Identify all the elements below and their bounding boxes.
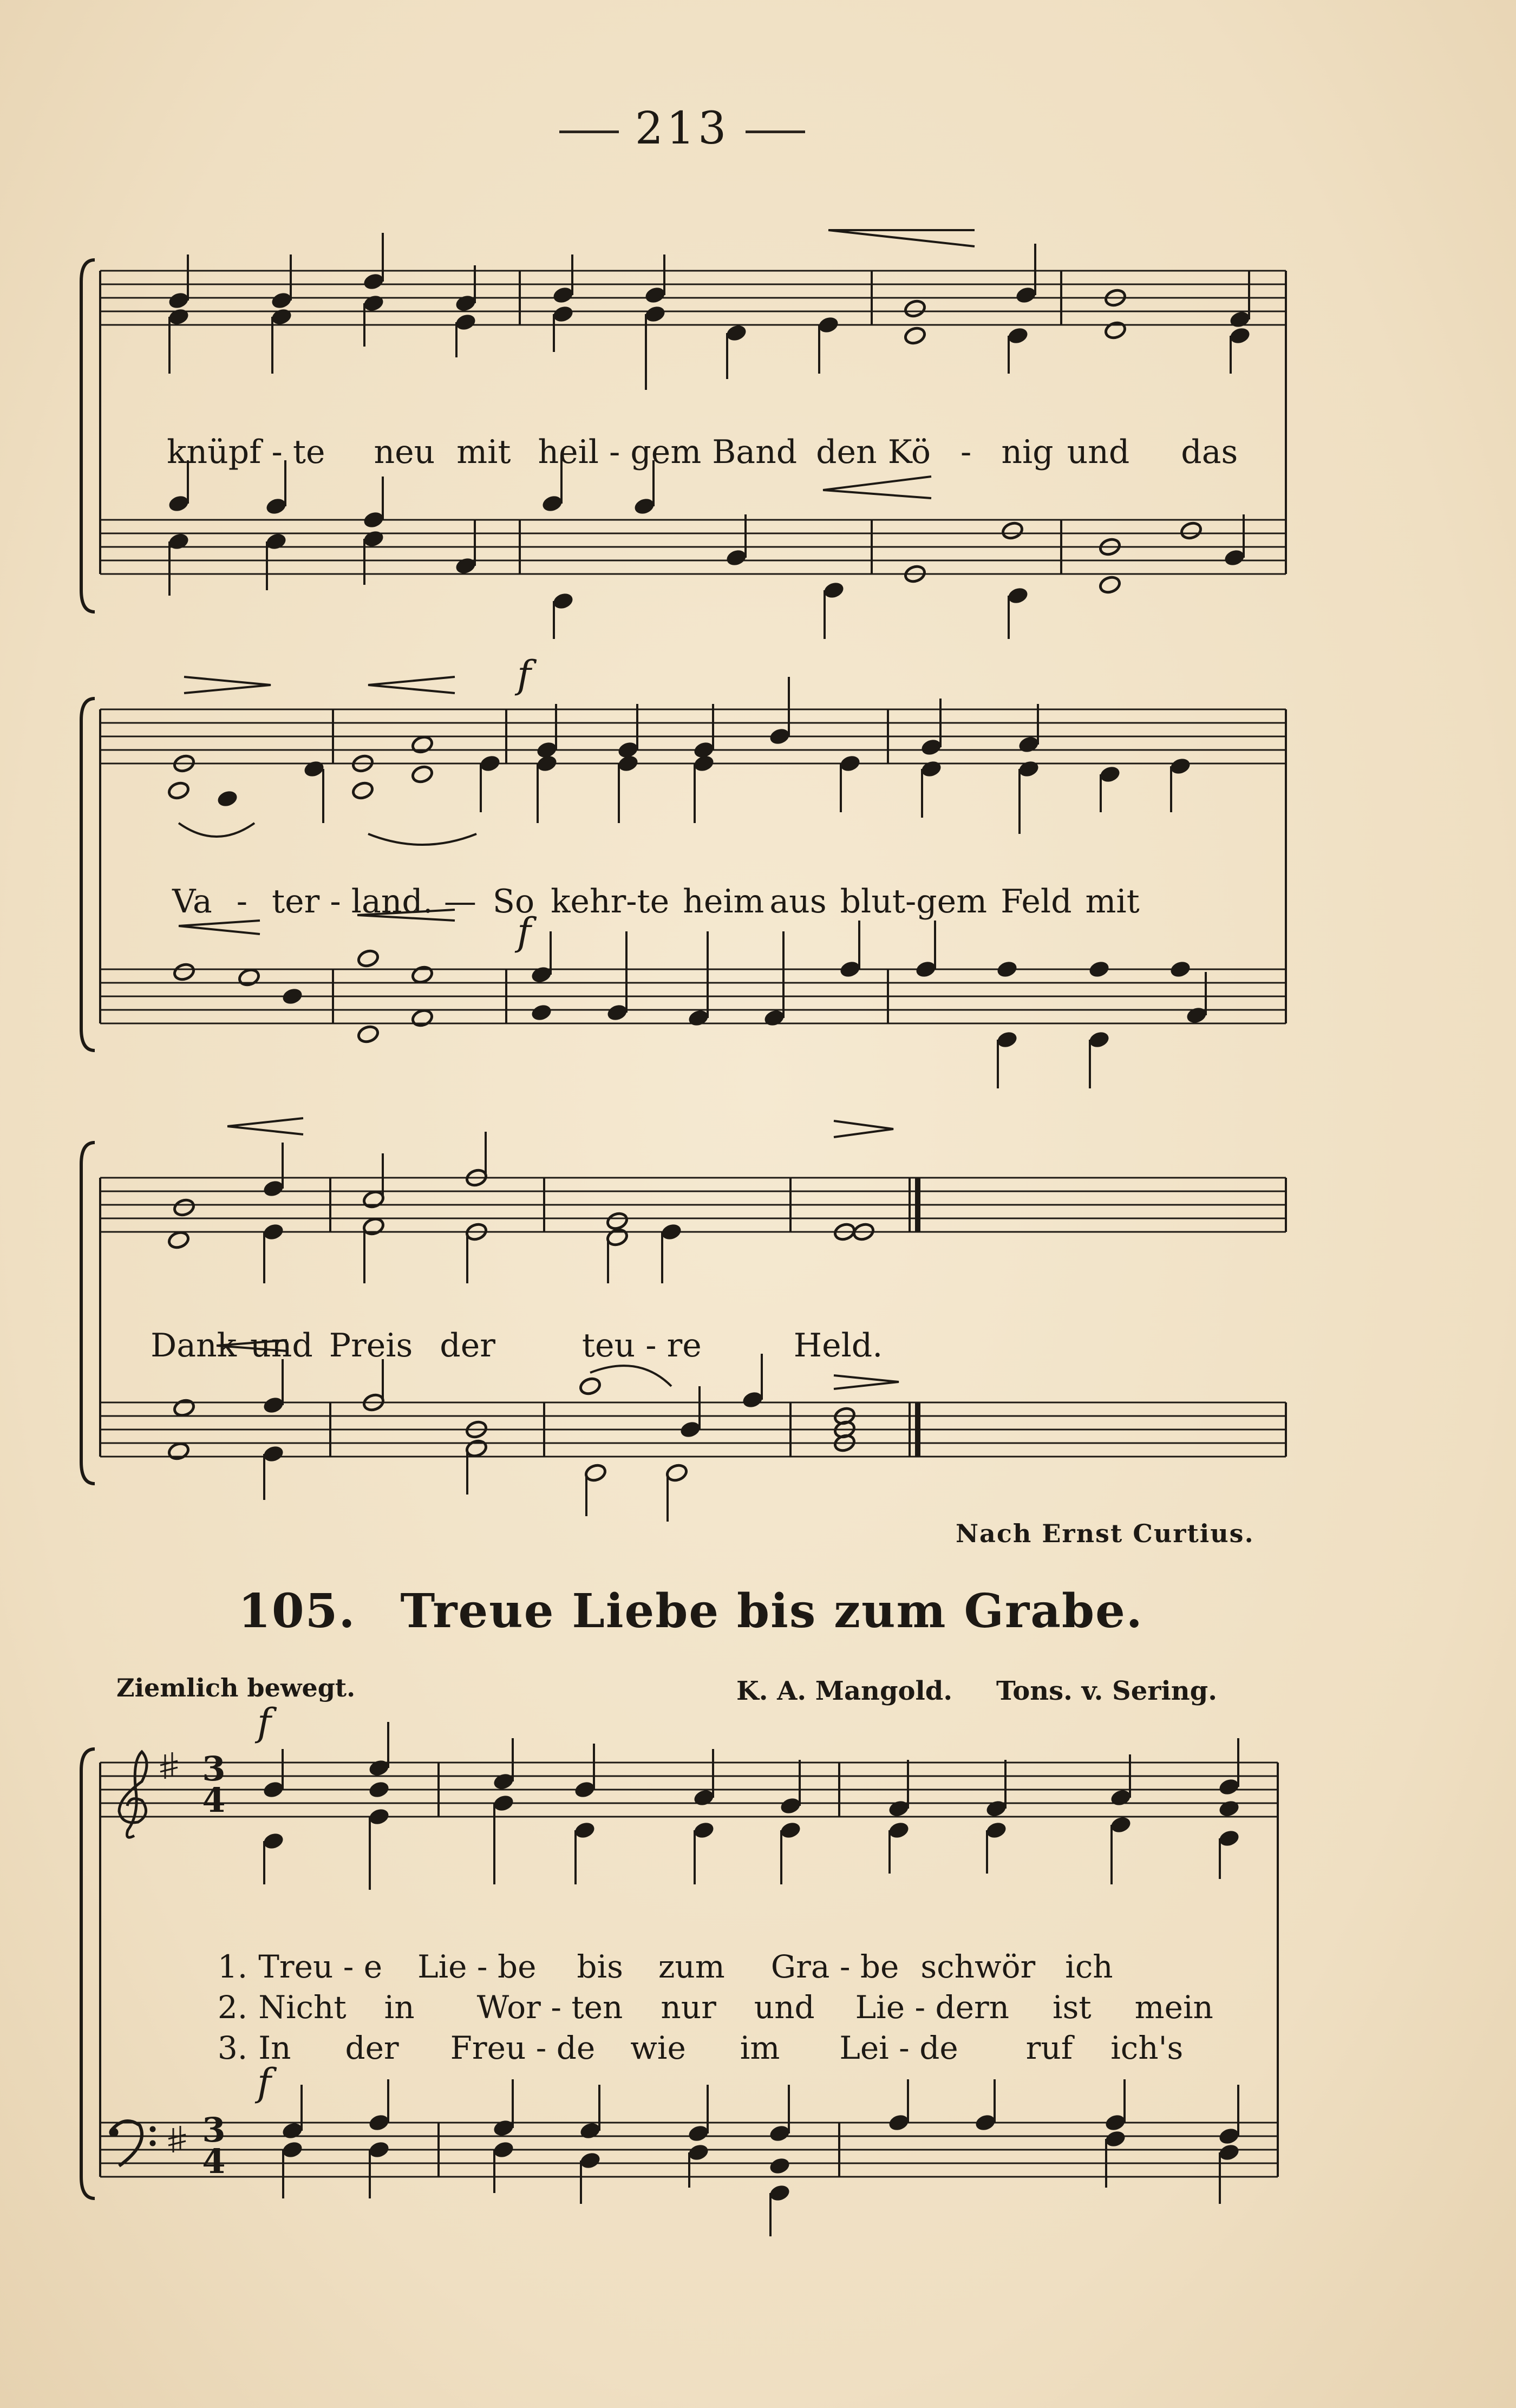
lyric: Held. <box>793 1327 883 1365</box>
lyrics-system-2 <box>152 845 1140 921</box>
lyric: den <box>816 433 877 471</box>
lyric: Wor - ten <box>476 1989 623 2026</box>
lyric: Lie - dern <box>855 1989 1010 2026</box>
lyric: Lie - be <box>417 1948 537 1985</box>
lyric: So <box>492 883 535 921</box>
time-signature-treble <box>200 1749 227 1820</box>
staff-2-treble <box>100 709 1286 763</box>
lyric: heim <box>683 883 764 921</box>
lyric: Band <box>712 433 798 471</box>
lyric: im <box>740 2029 780 2066</box>
time-signature-bass <box>200 2110 227 2181</box>
lyric: — <box>443 883 476 921</box>
lyric: Va <box>172 883 212 921</box>
lyric: ter - land. <box>272 883 433 921</box>
lyric: der <box>440 1327 495 1365</box>
lyric: Treu - e <box>258 1948 383 1985</box>
lyric: zum <box>658 1948 725 1985</box>
dynamic-forte-song-bass: f <box>257 2060 271 2105</box>
song-number: 105. <box>238 1584 356 1639</box>
lyric: ich <box>1065 1948 1113 1985</box>
page-number-value: 213 <box>635 103 730 154</box>
lyric: aus <box>769 883 827 921</box>
lyric: Kö <box>887 433 931 471</box>
dynamic-forte-bass: f <box>517 910 531 954</box>
tempo-marking: Ziemlich bewegt. <box>116 1673 356 1702</box>
lyric: und <box>1067 433 1130 471</box>
lyric: nig <box>1001 433 1054 471</box>
song-heading <box>238 1584 1143 1639</box>
lyric: und <box>754 1989 815 2026</box>
lyric: ich's <box>1110 2029 1184 2066</box>
time-signature-bottom: 4 <box>202 1780 226 1820</box>
verse-3 <box>198 1993 1183 2066</box>
verse-number: 3. <box>217 2029 248 2066</box>
lyric: das <box>1181 433 1238 471</box>
lyric: wie <box>630 2029 686 2066</box>
lyric: der <box>345 2029 399 2066</box>
verse-number: 2. <box>217 1989 248 2026</box>
lyric: in <box>384 1989 415 2026</box>
lyric: Gra - be <box>770 1948 899 1985</box>
lyric: mein <box>1134 1989 1213 2026</box>
lyric: bis <box>577 1948 623 1985</box>
lyric: kehr-te <box>551 883 670 921</box>
lyric: und <box>250 1327 313 1365</box>
lyric: heil - gem <box>538 433 702 471</box>
lyric: nur <box>661 1989 716 2026</box>
verse-number: 1. <box>217 1948 248 1985</box>
arranger: Tons. v. Sering. <box>996 1676 1217 1706</box>
lyric: neu <box>374 433 435 471</box>
song-title: Treue Liebe bis zum Grabe. <box>400 1584 1143 1639</box>
lyric: Freu - de <box>450 2029 596 2066</box>
time-signature-bottom: 4 <box>202 2142 226 2181</box>
lyric: blut-gem <box>840 883 988 921</box>
lyric: Lei - de <box>839 2029 958 2066</box>
lyricist-credit: Nach Ernst Curtius. <box>956 1519 1254 1548</box>
dynamic-forte: f <box>517 652 531 697</box>
composer: K. A. Mangold. <box>736 1676 953 1706</box>
lyric: Dank <box>151 1327 237 1365</box>
lyric: ist <box>1053 1989 1092 2026</box>
lyric: knüpf - te <box>167 433 325 471</box>
lyric: In <box>258 2029 291 2066</box>
dynamic-forte-song: f <box>257 1700 271 1745</box>
lyric: Nicht <box>258 1989 347 2026</box>
lyric: schwör <box>920 1948 1036 1985</box>
time-signature-top: 3 <box>202 1749 226 1789</box>
lyric: ruf <box>1025 2029 1073 2066</box>
lyric: - <box>960 433 972 471</box>
lyric: mit <box>456 433 511 471</box>
time-signature-top: 3 <box>202 2110 226 2150</box>
lyrics-system-3 <box>130 1289 883 1365</box>
lyric: teu - re <box>581 1327 702 1365</box>
lyric: - <box>236 883 248 921</box>
lyric: Preis <box>329 1327 413 1365</box>
lyric: mit <box>1085 883 1140 921</box>
lyric: Feld <box>1001 883 1072 921</box>
lyrics-system-1 <box>146 395 1238 471</box>
